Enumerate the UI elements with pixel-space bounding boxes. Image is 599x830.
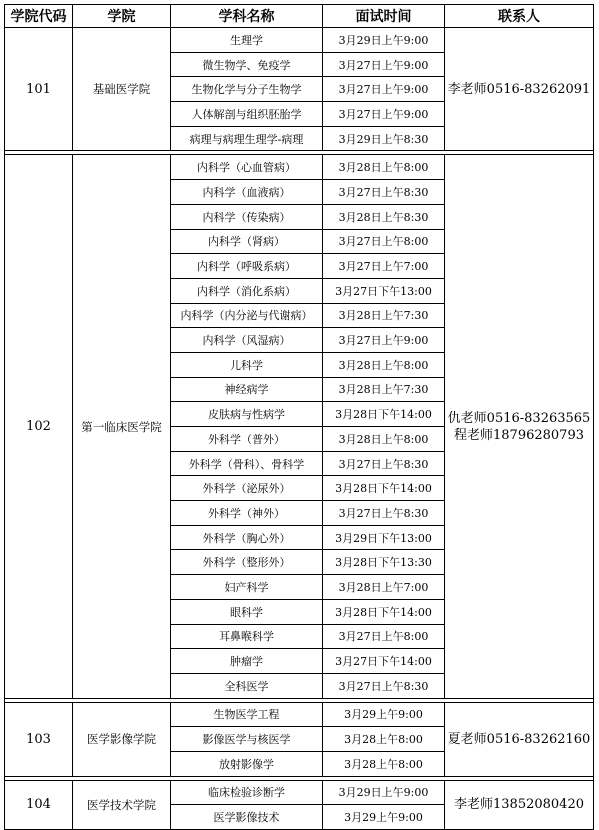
header-college: 学院 bbox=[73, 5, 171, 28]
contact-line: 仇老师0516-83263565 bbox=[447, 410, 591, 426]
subject-cell: 生物医学工程 bbox=[171, 702, 323, 727]
subject-cell: 神经病学 bbox=[171, 377, 323, 402]
interview-time-cell: 3月28日上午8:00 bbox=[323, 352, 445, 377]
interview-time-cell: 3月28上午8:00 bbox=[323, 751, 445, 776]
interview-time-cell: 3月27日上午9:00 bbox=[323, 328, 445, 353]
subject-cell: 内科学（风湿病） bbox=[171, 328, 323, 353]
subject-cell: 内科学（心血管病） bbox=[171, 155, 323, 180]
table-row bbox=[5, 702, 594, 727]
contact-cell bbox=[445, 780, 594, 829]
subject-cell: 内科学（血液病） bbox=[171, 180, 323, 205]
interview-time-cell: 3月29上午9:00 bbox=[323, 805, 445, 830]
contact-line: 李老师0516-83262091 bbox=[447, 81, 591, 97]
subject-cell: 微生物学、免疫学 bbox=[171, 52, 323, 77]
contact-cell bbox=[445, 28, 594, 151]
subject-cell: 耳鼻喉科学 bbox=[171, 624, 323, 649]
contact-cell bbox=[445, 702, 594, 776]
subject-cell: 外科学（整形外） bbox=[171, 550, 323, 575]
interview-time-cell: 3月27日下午13:00 bbox=[323, 278, 445, 303]
interview-time-cell: 3月29日上午8:30 bbox=[323, 126, 445, 151]
subject-cell: 外科学（普外） bbox=[171, 427, 323, 452]
interview-time-cell: 3月27日上午8:30 bbox=[323, 501, 445, 526]
interview-time-cell: 3月27日上午7:00 bbox=[323, 254, 445, 279]
subject-cell: 外科学（神外） bbox=[171, 501, 323, 526]
header-interview-time: 面试时间 bbox=[323, 5, 445, 28]
subject-cell: 肿瘤学 bbox=[171, 649, 323, 674]
header-row bbox=[5, 5, 594, 28]
college-code-cell: 103 bbox=[5, 702, 73, 776]
interview-time-cell: 3月28日上午7:30 bbox=[323, 303, 445, 328]
subject-cell: 眼科学 bbox=[171, 599, 323, 624]
table-row bbox=[5, 28, 594, 53]
interview-time-cell: 3月27日上午8:00 bbox=[323, 624, 445, 649]
subject-cell: 儿科学 bbox=[171, 352, 323, 377]
interview-time-cell: 3月27日上午8:30 bbox=[323, 673, 445, 698]
header-contact: 联系人 bbox=[445, 5, 594, 28]
interview-time-cell: 3月27日上午9:00 bbox=[323, 77, 445, 102]
subject-cell: 人体解剖与组织胚胎学 bbox=[171, 102, 323, 127]
table-body bbox=[5, 28, 594, 830]
interview-time-cell: 3月28上午8:00 bbox=[323, 727, 445, 752]
subject-cell: 皮肤病与性病学 bbox=[171, 402, 323, 427]
college-name-cell: 医学技术学院 bbox=[73, 780, 171, 829]
interview-time-cell: 3月28日上午8:00 bbox=[323, 427, 445, 452]
subject-cell: 放射影像学 bbox=[171, 751, 323, 776]
contact-line: 李老师13852080420 bbox=[454, 797, 584, 813]
subject-cell: 影像医学与核医学 bbox=[171, 727, 323, 752]
interview-time-cell: 3月28日下午14:00 bbox=[323, 476, 445, 501]
interview-time-cell: 3月28日下午14:00 bbox=[323, 402, 445, 427]
subject-cell: 内科学（消化系病） bbox=[171, 278, 323, 303]
subject-cell: 外科学（骨科）、骨科学 bbox=[171, 451, 323, 476]
interview-time-cell: 3月27日上午8:00 bbox=[323, 229, 445, 254]
subject-cell: 内科学（肾病） bbox=[171, 229, 323, 254]
college-name-cell: 基础医学院 bbox=[73, 28, 171, 151]
table-row bbox=[5, 155, 594, 180]
interview-time-cell: 3月28日上午8:00 bbox=[323, 155, 445, 180]
interview-time-cell: 3月27日上午8:30 bbox=[323, 180, 445, 205]
interview-time-cell: 3月29上午9:00 bbox=[323, 702, 445, 727]
contact-cell bbox=[445, 155, 594, 698]
college-name-cell: 第一临床医学院 bbox=[73, 155, 171, 698]
subject-cell: 生物化学与分子生物学 bbox=[171, 77, 323, 102]
interview-schedule-table bbox=[4, 4, 594, 830]
subject-cell: 生理学 bbox=[171, 28, 323, 53]
interview-time-cell: 3月27日上午9:00 bbox=[323, 52, 445, 77]
interview-time-cell: 3月29日下午13:00 bbox=[323, 525, 445, 550]
interview-time-cell: 3月27日下午14:00 bbox=[323, 649, 445, 674]
college-code-cell: 101 bbox=[5, 28, 73, 151]
college-code-cell: 104 bbox=[5, 780, 73, 829]
interview-time-cell: 3月27日上午9:00 bbox=[323, 102, 445, 127]
subject-cell: 全科医学 bbox=[171, 673, 323, 698]
subject-cell: 内科学（呼吸系病） bbox=[171, 254, 323, 279]
interview-time-cell: 3月29日上午9:00 bbox=[323, 780, 445, 805]
subject-cell: 外科学（泌尿外） bbox=[171, 476, 323, 501]
interview-time-cell: 3月29日上午9:00 bbox=[323, 28, 445, 53]
subject-cell: 医学影像技术 bbox=[171, 805, 323, 830]
header-subject: 学科名称 bbox=[171, 5, 323, 28]
interview-time-cell: 3月28日上午7:30 bbox=[323, 377, 445, 402]
college-code-cell: 102 bbox=[5, 155, 73, 698]
interview-time-cell: 3月28日下午14:00 bbox=[323, 599, 445, 624]
header-college-code: 学院代码 bbox=[5, 5, 73, 28]
subject-cell: 内科学（传染病） bbox=[171, 204, 323, 229]
interview-time-cell: 3月28日上午8:30 bbox=[323, 204, 445, 229]
contact-line: 夏老师0516-83262160 bbox=[447, 731, 591, 747]
subject-cell: 临床检验诊断学 bbox=[171, 780, 323, 805]
subject-cell: 内科学（内分泌与代谢病） bbox=[171, 303, 323, 328]
interview-time-cell: 3月27日上午8:30 bbox=[323, 451, 445, 476]
college-name-cell: 医学影像学院 bbox=[73, 702, 171, 776]
subject-cell: 病理与病理生理学-病理 bbox=[171, 126, 323, 151]
subject-cell: 妇产科学 bbox=[171, 575, 323, 600]
subject-cell: 外科学（胸心外） bbox=[171, 525, 323, 550]
contact-line: 程老师18796280793 bbox=[454, 427, 584, 443]
table-row bbox=[5, 780, 594, 805]
interview-time-cell: 3月28日下午13:30 bbox=[323, 550, 445, 575]
interview-time-cell: 3月28日上午7:00 bbox=[323, 575, 445, 600]
